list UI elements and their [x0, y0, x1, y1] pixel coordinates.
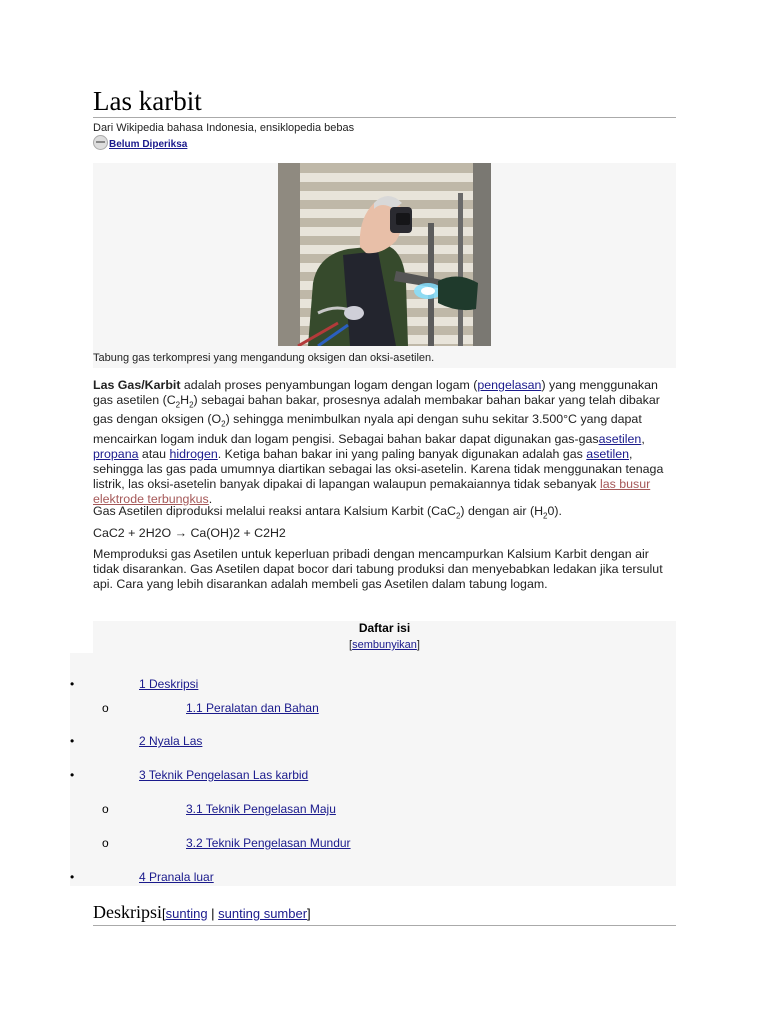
link-elektrode-terbungkus[interactable]: elektrode terbungkus	[93, 491, 209, 506]
toc-item-teknik-maju[interactable]: 3.1 Teknik Pengelasan Maju	[186, 802, 336, 816]
unreviewed-icon	[93, 135, 108, 150]
figure-caption: Tabung gas terkompresi yang mengandung oksigen dan oksi-asetilen.	[93, 352, 435, 364]
intro-paragraph: Las Gas/Karbit adalah proses penyambungan logam dengan logam (pengelasan) yang menggunakan gas asetilen $(C_2H_2)$ sebagai bahan bakar, prosesnya adalah membakar bahan bakar yang telah dibakar gas dengan oksigen $(O_2)$ sehingga menimbulkan nyala api dengan suhu sekitar 3.500°C yang dapat mencairkan logam induk dan logam pengisi. Sebagai bahan bakar dapat digunakan gas-gasasetilen, propana atau hidrogen. Ketiga bahan bakar ini yang paling banyak digunakan adalah gas asetilen, sehingga las gas pada umumnya diartikan sebagai las oksi-asetelin. Karena tidak menggunakan tenaga listrik, las oksi-asetelin banyak dipakai di lapangan walaupun pemakaiannya tidak sebanyak las busur elektrode terbungkus.	[93, 378, 664, 506]
intro-term: Las Gas/Karbit	[93, 378, 181, 392]
welder-photo-image	[278, 163, 491, 346]
link-propana[interactable]: propana	[93, 446, 139, 461]
link-asetilen[interactable]: asetilen	[598, 431, 642, 446]
section-heading-deskripsi: Deskripsi[sunting | sunting sumber]	[93, 902, 311, 922]
link-pengelasan[interactable]: pengelasan	[477, 378, 542, 392]
toc-bullet: •	[70, 734, 75, 748]
review-status-link[interactable]: Belum Diperiksa	[109, 139, 188, 150]
toc-bullet: o	[102, 836, 109, 850]
toc-item-peralatan[interactable]: 1.1 Peralatan dan Bahan	[186, 701, 319, 715]
link-las-busur[interactable]: las busur	[599, 476, 651, 491]
warning-paragraph: Memproduksi gas Asetilen untuk keperluan pribadi dengan mencampurkan Kalsium Karbit dengan air tidak disarankan. Gas Asetilen dapat bocor dari tabung produksi dan menyebabkan ledakan jika tersulut api. Cara yang lebih disarankan adalah membeli gas Asetilen dalam tabung logam.	[93, 547, 663, 591]
table-of-contents	[93, 621, 676, 886]
section-edit-links: [sunting | sunting sumber]	[162, 906, 311, 921]
welder-photo[interactable]	[278, 163, 491, 346]
page-title: Las karbit	[93, 86, 202, 116]
toc-bullet: •	[70, 870, 75, 884]
title-divider	[93, 117, 676, 118]
toc-title: Daftar isi	[358, 621, 411, 635]
link-asetilen-2[interactable]: asetilen	[586, 446, 630, 461]
toc-item-teknik-mundur[interactable]: 3.2 Teknik Pengelasan Mundur	[186, 836, 351, 850]
site-tagline: Dari Wikipedia bahasa Indonesia, ensiklopedia bebas	[93, 122, 355, 134]
toc-bullet: o	[102, 802, 109, 816]
toc-item-pranala-luar[interactable]: 4 Pranala luar	[139, 870, 214, 884]
reaction-paragraph: Gas Asetilen diproduksi melalui reaksi antara Kalsium Karbit (CaC$_2$) dengan air $(H_20)$.	[93, 504, 562, 521]
reaction-equation: CaC2 + 2H2O → Ca(OH)2 + C2H2	[93, 526, 286, 540]
toc-item-teknik[interactable]: 3 Teknik Pengelasan Las karbid	[139, 768, 309, 782]
toc-bullet: •	[70, 768, 75, 782]
toc-hide-link[interactable]: sembunyikan	[352, 639, 417, 651]
section-divider	[93, 925, 676, 926]
toc-bullet: •	[70, 677, 75, 691]
toc-item-nyala-las[interactable]: 2 Nyala Las	[139, 734, 203, 748]
edit-link[interactable]: sunting	[165, 906, 208, 921]
edit-source-link[interactable]: sunting sumber	[218, 906, 308, 921]
toc-item-deskripsi[interactable]: 1 Deskripsi	[139, 677, 199, 691]
link-hidrogen[interactable]: hidrogen	[169, 446, 218, 461]
toc-bullet: o	[102, 701, 109, 715]
review-status	[93, 135, 187, 150]
toc-toggle: [sembunyikan]	[349, 639, 420, 651]
figure	[93, 163, 676, 368]
